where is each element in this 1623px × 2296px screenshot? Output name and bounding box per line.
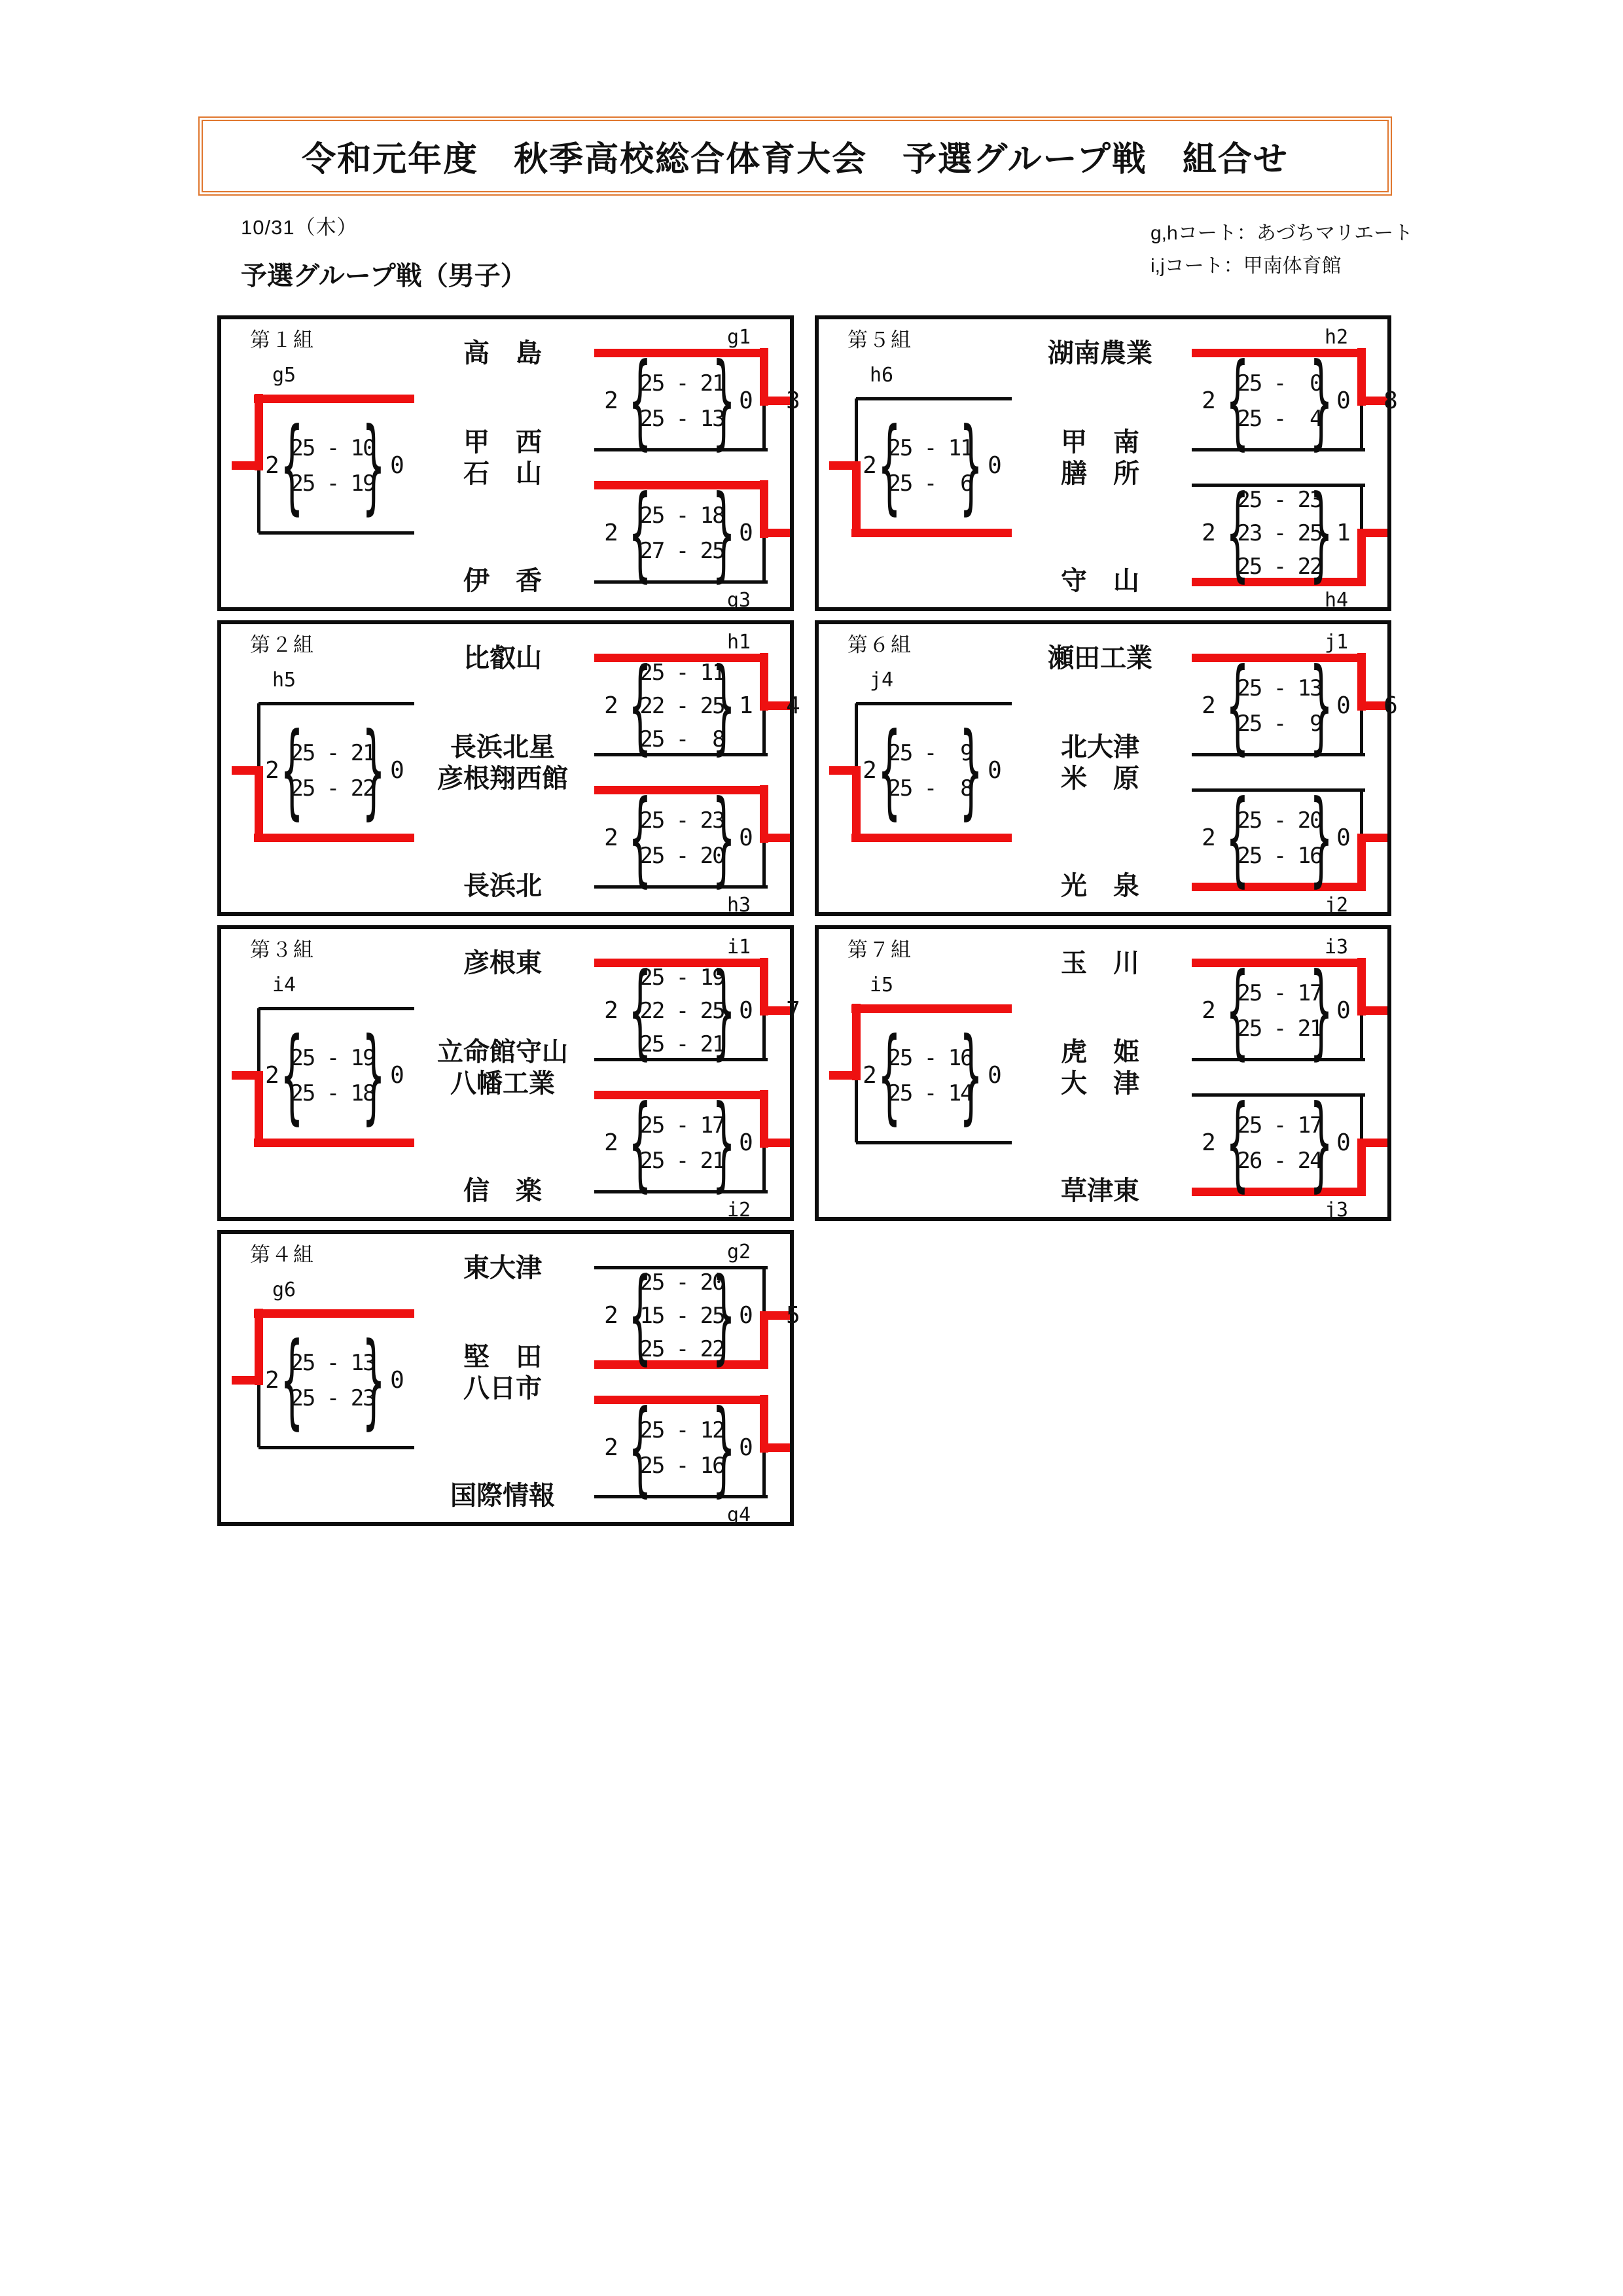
set-score: 25 - 9	[887, 740, 972, 766]
final-match-label: j4	[869, 669, 894, 692]
set-score: 25 - 21	[639, 1031, 724, 1057]
team-name: 石 山	[463, 459, 542, 488]
score-brace-right: }	[712, 646, 736, 766]
set-count-right: 0	[1336, 1129, 1351, 1156]
score-brace-left: {	[878, 406, 901, 525]
set-count-right: 0	[739, 520, 753, 546]
set-count-left: 2	[604, 997, 618, 1024]
bracket-line	[1192, 1058, 1365, 1061]
set-count-left: 2	[265, 757, 279, 784]
set-score: 25 - 19	[290, 1045, 375, 1071]
set-count-right: 0	[1336, 387, 1351, 414]
team-name: 瀬田工業	[1048, 644, 1152, 673]
set-score: 25 - 19	[639, 964, 724, 991]
set-score: 22 - 25	[639, 693, 724, 719]
set-score: 25 - 11	[639, 660, 724, 686]
score-brace-right: }	[959, 1016, 983, 1135]
event-label: 予選グループ戦（男子）	[241, 262, 527, 291]
court-info-gh: g,hコート：あづちマリエート	[1150, 222, 1414, 244]
score-brace-right: }	[1310, 342, 1333, 461]
score-brace-left: {	[628, 646, 652, 766]
set-score: 25 - 6	[887, 470, 972, 497]
score-brace-left: {	[1226, 646, 1249, 766]
set-count-left: 2	[863, 452, 877, 479]
winner-line	[594, 481, 768, 489]
set-score: 25 - 16	[887, 1045, 972, 1071]
set-count-left: 2	[1202, 997, 1216, 1024]
set-score: 22 - 25	[639, 998, 724, 1024]
set-score: 25 - 13	[1237, 675, 1322, 701]
match-label: j1	[1324, 631, 1349, 654]
score-brace-left: {	[1226, 779, 1249, 898]
score-brace-left: {	[1226, 474, 1249, 593]
winner-line	[760, 785, 768, 843]
set-score: 25 - 23	[639, 807, 724, 834]
group-box	[815, 315, 1398, 612]
winner-line	[254, 395, 414, 403]
set-count-right: 0	[390, 1062, 404, 1089]
set-count-left: 2	[1202, 520, 1216, 546]
set-score: 27 - 25	[639, 538, 724, 564]
bracket-line	[594, 885, 768, 889]
match-label: i2	[726, 1199, 751, 1222]
set-count-left: 2	[604, 1434, 618, 1461]
score-brace-left: {	[1226, 1084, 1249, 1203]
team-name: 守 山	[1061, 567, 1139, 595]
group-label: 第３組	[250, 938, 315, 961]
winner-line	[1192, 1188, 1366, 1196]
match-label: g4	[726, 1504, 751, 1527]
set-count-right: 0	[739, 1129, 753, 1156]
winner-line	[594, 786, 768, 794]
score-brace-left: {	[628, 779, 652, 898]
bracket-line	[1192, 448, 1365, 451]
team-name: 玉 川	[1061, 949, 1139, 978]
winner-line	[1357, 1139, 1366, 1196]
set-score: 25 - 22	[1237, 554, 1322, 580]
final-match-label: i5	[869, 974, 894, 997]
page-title: 令和元年度 秋季高校総合体育大会 予選グループ戦 組合せ	[198, 116, 1392, 196]
bracket-line	[1192, 1093, 1365, 1097]
set-score: 25 - 10	[290, 435, 375, 461]
score-brace-right: }	[712, 342, 736, 461]
set-count-left: 2	[604, 1302, 618, 1329]
set-count-right: 1	[739, 692, 753, 719]
score-brace-left: {	[878, 711, 901, 830]
team-name: 八幡工業	[450, 1069, 555, 1098]
match-label: i3	[1324, 936, 1349, 959]
match-label: h4	[1324, 589, 1349, 612]
advance-number: 3	[786, 387, 800, 414]
set-count-left: 2	[1202, 1129, 1216, 1156]
team-name: 国際情報	[450, 1481, 555, 1510]
group-box	[815, 620, 1398, 917]
score-brace-right: }	[1310, 951, 1333, 1070]
final-match-label: h5	[272, 669, 296, 692]
score-brace-right: }	[712, 1256, 736, 1375]
set-score: 25 - 21	[639, 1148, 724, 1174]
set-score: 25 - 19	[290, 470, 375, 497]
score-brace-left: {	[1226, 342, 1249, 461]
score-brace-left: {	[628, 1388, 652, 1508]
set-count-right: 0	[739, 387, 753, 414]
group-box	[217, 620, 800, 917]
winner-line	[1357, 348, 1366, 406]
set-count-right: 0	[988, 757, 1002, 784]
score-brace-right: }	[712, 951, 736, 1070]
winner-line	[1192, 349, 1366, 357]
team-name: 湖南農業	[1048, 339, 1152, 368]
set-score: 25 - 22	[639, 1336, 724, 1362]
score-brace-left: {	[628, 342, 652, 461]
final-match-label: g5	[272, 364, 296, 387]
match-label: j2	[1324, 894, 1349, 917]
team-name: 彦根翔西館	[437, 764, 568, 793]
winner-line	[1357, 653, 1366, 711]
set-score: 25 - 17	[1237, 1112, 1322, 1139]
winner-line	[851, 529, 1012, 537]
winner-line	[760, 1395, 768, 1453]
set-count-right: 0	[1336, 824, 1351, 851]
set-score: 25 - 16	[1237, 843, 1322, 869]
score-brace-left: {	[628, 951, 652, 1070]
group-label: 第６組	[847, 633, 912, 656]
set-count-left: 2	[604, 520, 618, 546]
score-brace-left: {	[878, 1016, 901, 1135]
winner-line	[1192, 654, 1366, 662]
set-count-left: 2	[265, 1062, 279, 1089]
winner-line	[1192, 959, 1366, 967]
set-score: 25 - 0	[1237, 370, 1322, 397]
score-brace-right: }	[362, 1016, 385, 1135]
group-box	[815, 925, 1391, 1221]
set-score: 15 - 25	[639, 1303, 724, 1329]
bracket-line	[594, 1190, 768, 1193]
set-score: 25 - 17	[639, 1112, 724, 1139]
winner-line	[1357, 958, 1366, 1016]
set-count-right: 1	[1336, 520, 1351, 546]
team-name: 長浜北星	[450, 733, 555, 762]
winner-line	[760, 480, 768, 538]
team-name: 甲 西	[463, 428, 542, 457]
winner-line	[254, 1309, 414, 1318]
team-name: 彦根東	[463, 949, 542, 978]
winner-line	[851, 1004, 1012, 1013]
match-label: h3	[726, 894, 751, 917]
set-score: 25 - 4	[1237, 406, 1322, 432]
set-score: 25 - 12	[639, 1417, 724, 1443]
set-score: 25 - 11	[887, 435, 972, 461]
group-box	[217, 925, 800, 1222]
score-brace-right: }	[1310, 646, 1333, 766]
score-brace-left: {	[280, 711, 304, 830]
set-score: 25 - 20	[639, 1269, 724, 1296]
team-name: 光 泉	[1061, 872, 1139, 900]
winner-line	[594, 349, 768, 357]
team-name: 大 津	[1061, 1069, 1139, 1098]
set-count-right: 0	[1336, 997, 1351, 1024]
team-name: 米 原	[1061, 764, 1139, 793]
group-label: 第２組	[250, 633, 315, 656]
team-name: 高 島	[463, 339, 542, 368]
bracket-line	[594, 580, 768, 584]
date-label: 10/31（木）	[241, 216, 358, 239]
set-score: 25 - 21	[290, 740, 375, 766]
group-box	[217, 1230, 800, 1527]
score-brace-right: }	[362, 1321, 385, 1440]
set-count-right: 0	[739, 1302, 753, 1329]
final-match-label: h6	[869, 364, 894, 387]
team-name: 比叡山	[463, 644, 542, 673]
set-count-right: 0	[988, 452, 1002, 479]
winner-line	[254, 834, 414, 842]
set-count-right: 0	[739, 824, 753, 851]
team-name: 草津東	[1061, 1176, 1139, 1205]
set-count-left: 2	[265, 452, 279, 479]
match-label: h1	[726, 631, 751, 654]
match-label: g1	[726, 326, 751, 349]
match-label: i1	[726, 936, 751, 959]
score-brace-right: }	[712, 779, 736, 898]
score-brace-left: {	[280, 1321, 304, 1440]
match-label: h2	[1324, 326, 1349, 349]
score-brace-left: {	[628, 1084, 652, 1203]
set-count-right: 0	[988, 1062, 1002, 1089]
set-score: 25 - 14	[887, 1080, 972, 1106]
set-score: 25 - 20	[639, 843, 724, 869]
set-score: 25 - 8	[639, 726, 724, 752]
set-count-left: 2	[604, 1129, 618, 1156]
score-brace-right: }	[362, 711, 385, 830]
winner-line	[594, 1396, 768, 1404]
set-count-left: 2	[604, 387, 618, 414]
score-brace-right: }	[712, 474, 736, 593]
set-count-left: 2	[604, 692, 618, 719]
set-count-left: 2	[1202, 824, 1216, 851]
team-name: 虎 姫	[1061, 1038, 1139, 1067]
set-score: 25 - 13	[290, 1350, 375, 1376]
set-count-right: 0	[390, 452, 404, 479]
winner-line	[1357, 834, 1366, 891]
match-label: g2	[726, 1241, 751, 1263]
winner-line	[760, 958, 768, 1016]
set-score: 25 - 22	[290, 775, 375, 802]
group-box	[217, 315, 800, 612]
advance-number: 5	[786, 1302, 800, 1329]
team-name: 八日市	[463, 1374, 542, 1403]
score-brace-right: }	[959, 711, 983, 830]
advance-number: 6	[1383, 692, 1398, 719]
score-brace-left: {	[628, 1256, 652, 1375]
score-brace-left: {	[280, 1016, 304, 1135]
set-score: 25 - 23	[1237, 487, 1322, 513]
winner-line	[254, 1139, 414, 1147]
score-brace-right: }	[1310, 779, 1333, 898]
set-count-right: 0	[739, 1434, 753, 1461]
score-brace-right: }	[1310, 474, 1333, 593]
set-score: 25 - 21	[1237, 1016, 1322, 1042]
bracket-line	[594, 1495, 768, 1498]
team-name: 信 楽	[463, 1176, 542, 1205]
score-brace-right: }	[959, 406, 983, 525]
set-count-left: 2	[1202, 692, 1216, 719]
set-score: 25 - 8	[887, 775, 972, 802]
score-brace-right: }	[1310, 1084, 1333, 1203]
score-brace-left: {	[1226, 951, 1249, 1070]
winner-line	[1357, 529, 1366, 586]
team-name: 立命館守山	[437, 1038, 568, 1067]
team-name: 長浜北	[463, 872, 542, 900]
bracket-line	[1192, 753, 1365, 756]
set-score: 25 - 13	[639, 406, 724, 432]
set-score: 25 - 16	[639, 1453, 724, 1479]
team-name: 伊 香	[463, 567, 542, 595]
match-label: j3	[1324, 1199, 1349, 1222]
set-count-left: 2	[863, 1062, 877, 1089]
set-score: 23 - 25	[1237, 520, 1322, 546]
bracket-line	[1192, 788, 1365, 792]
advance-number: 8	[1383, 387, 1398, 414]
set-score: 25 - 9	[1237, 711, 1322, 737]
final-match-label: i4	[272, 974, 296, 997]
group-label: 第１組	[250, 328, 315, 351]
final-match-label: g6	[272, 1279, 296, 1301]
team-name: 東大津	[463, 1254, 542, 1282]
winner-line	[760, 1311, 768, 1369]
winner-line	[760, 653, 768, 711]
set-score: 25 - 18	[290, 1080, 375, 1106]
winner-line	[1192, 883, 1366, 891]
set-count-right: 0	[390, 1367, 404, 1394]
score-brace-right: }	[362, 406, 385, 525]
set-count-left: 2	[265, 1367, 279, 1394]
set-score: 25 - 20	[1237, 807, 1322, 834]
set-count-right: 0	[739, 997, 753, 1024]
set-score: 26 - 24	[1237, 1148, 1322, 1174]
set-score: 25 - 23	[290, 1385, 375, 1411]
winner-line	[594, 1091, 768, 1099]
winner-line	[851, 834, 1012, 842]
team-name: 膳 所	[1061, 459, 1139, 488]
advance-number: 4	[786, 692, 800, 719]
court-info	[1150, 217, 1413, 283]
score-brace-left: {	[628, 474, 652, 593]
winner-line	[760, 1090, 768, 1148]
set-count-left: 2	[604, 824, 618, 851]
score-brace-right: }	[712, 1084, 736, 1203]
team-name: 北大津	[1061, 733, 1139, 762]
set-count-right: 0	[1336, 692, 1351, 719]
team-name: 甲 南	[1061, 428, 1139, 457]
score-brace-right: }	[712, 1388, 736, 1508]
set-count-left: 2	[863, 757, 877, 784]
group-label: 第５組	[847, 328, 912, 351]
court-info-ij: i,jコート：甲南体育館	[1150, 255, 1342, 277]
team-name: 堅 田	[463, 1343, 542, 1371]
set-score: 25 - 21	[639, 370, 724, 397]
set-count-right: 0	[390, 757, 404, 784]
group-label: 第４組	[250, 1243, 315, 1266]
set-score: 25 - 17	[1237, 980, 1322, 1006]
winner-line	[760, 348, 768, 406]
set-count-left: 2	[1202, 387, 1216, 414]
advance-number: 7	[786, 997, 800, 1024]
set-score: 25 - 18	[639, 503, 724, 529]
bracket-line	[594, 448, 768, 451]
score-brace-left: {	[280, 406, 304, 525]
match-label: g3	[726, 589, 751, 612]
group-label: 第７組	[847, 938, 912, 961]
